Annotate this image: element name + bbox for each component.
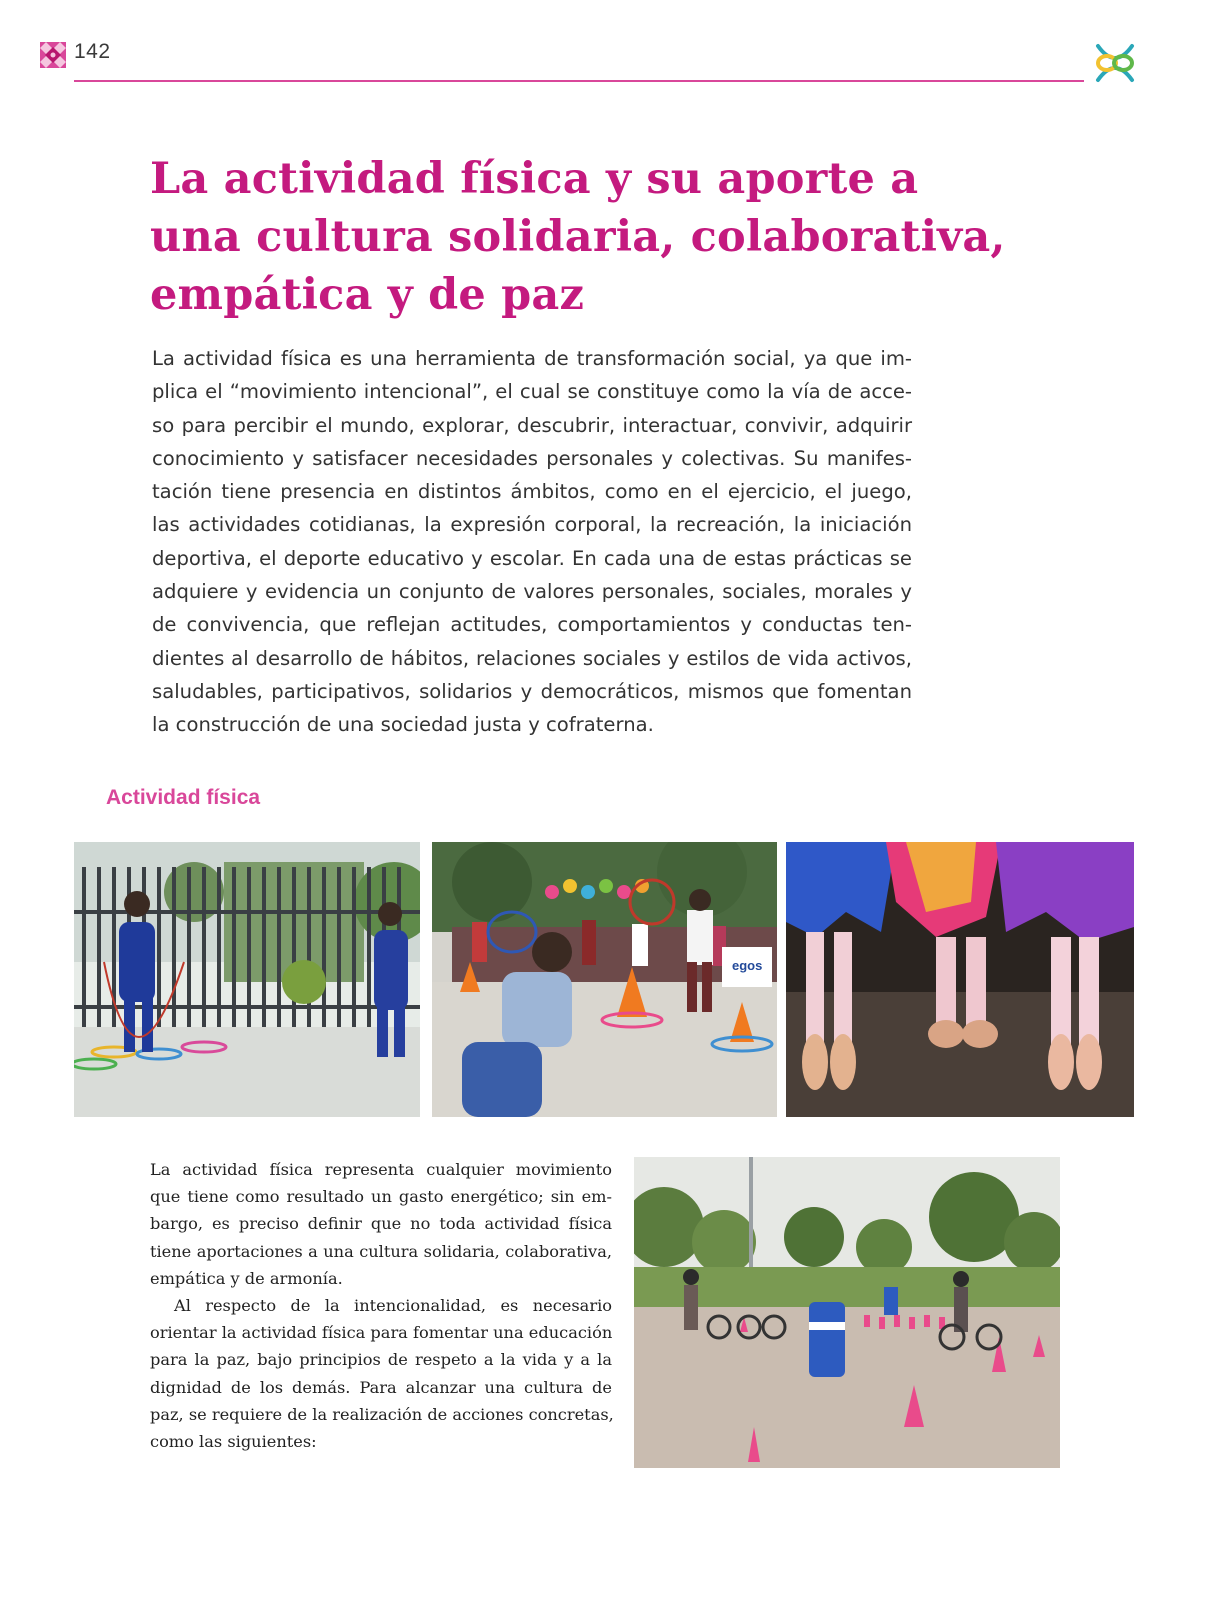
intro-paragraph — [152, 342, 912, 742]
intro-line: las actividades cotidianas, la expresión corporal, la recreación, la iniciación — [152, 513, 912, 537]
body-line: paz, se requiere de la realización de acciones concretas, — [150, 1404, 614, 1424]
jump-rope-photo — [74, 842, 420, 1117]
intro-line: conocimiento y satisfacer necesidades personales y colectivas. Su manifes- — [152, 446, 912, 470]
intro-line: dientes al desarrollo de hábitos, relaciones sociales y estilos de vida activos, — [152, 646, 912, 670]
title-line: La actividad física y su aporte a — [150, 154, 919, 204]
body-paragraph — [150, 1156, 612, 1455]
ballet-feet-photo — [786, 842, 1134, 1117]
body-line: Al respecto de la intencionalidad, es necesario — [174, 1296, 612, 1316]
body-line: dignidad de los demás. Para alcanzar una cultura de — [150, 1377, 612, 1397]
knot-logo-icon — [1092, 40, 1138, 86]
intro-line: la construcción de una sociedad justa y cofraterna. — [152, 713, 654, 737]
intro-line: saludables, participativos, solidarios y democráticos, mismos que fomentan — [152, 679, 912, 703]
intro-line: so para percibir el mundo, explorar, descubrir, interactuar, convivir, adquirir — [152, 413, 912, 437]
banner-text: egos — [732, 958, 763, 973]
body-line: para la paz, bajo principios de respeto a la vida y a la — [150, 1350, 612, 1370]
body-line: empática y de armonía. — [150, 1268, 343, 1288]
body-line: La actividad física representa cualquier movimiento — [150, 1160, 612, 1179]
intro-line: deportiva, el deporte educativo y escolar. En cada una de estas prácticas se — [152, 546, 912, 570]
page-number: 142 — [74, 40, 111, 63]
body-line: que tiene como resultado un gasto energético; sin em- — [150, 1187, 612, 1207]
title-line: una cultura solidaria, colaborativa, — [150, 212, 1006, 262]
bicycle-course-photo — [634, 1157, 1060, 1468]
intro-line: de convivencia, que reflejan actitudes, comportamientos y conductas ten- — [152, 613, 912, 637]
body-line: tiene aportaciones a una cultura solidaria, colaborativa, — [150, 1241, 612, 1261]
intro-line: adquiere y evidencia un conjunto de valores personales, sociales, morales y — [152, 580, 912, 604]
title-line: empática y de paz — [150, 270, 585, 320]
body-line: como las siguientes: — [150, 1432, 317, 1452]
body-line: orientar la actividad física para fomentar una educación — [150, 1323, 613, 1343]
intro-line: tación tiene presencia en distintos ámbitos, como en el ejercicio, el juego, — [152, 480, 912, 504]
hula-hoop-game-photo — [432, 842, 777, 1117]
section-label: Actividad física — [106, 786, 261, 809]
page-title — [150, 150, 1010, 324]
body-line: bargo, es preciso definir que no toda actividad física — [150, 1214, 612, 1234]
pattern-icon — [40, 42, 66, 68]
intro-line: plica el “movimiento intencional”, el cual se constituye como la vía de acce- — [152, 380, 912, 404]
header-rule — [74, 80, 1084, 82]
intro-line: La actividad física es una herramienta de transformación social, ya que im- — [152, 347, 912, 370]
